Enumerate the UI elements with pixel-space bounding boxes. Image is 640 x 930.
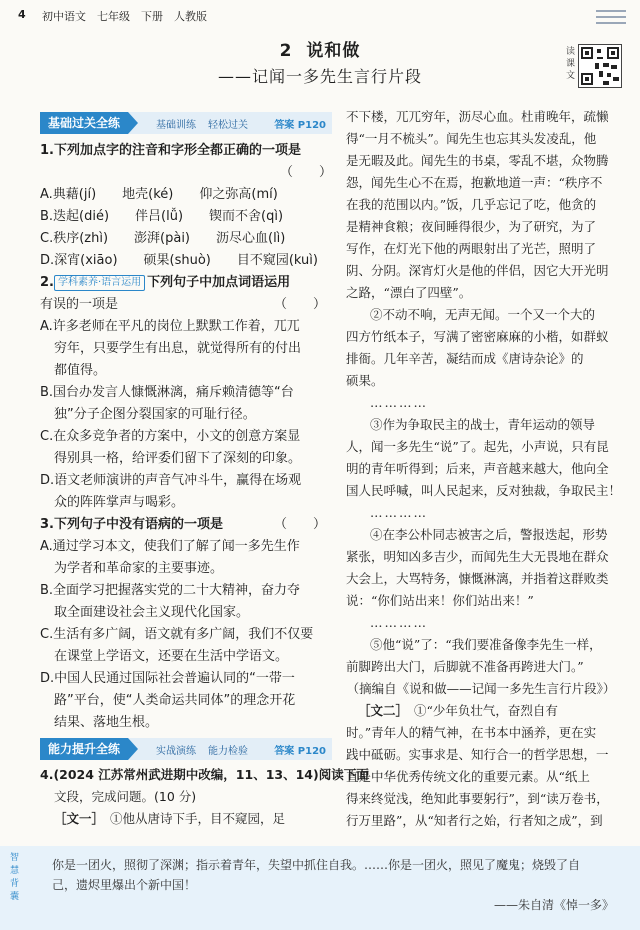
passage-line: 践中砥砺。实事求是、知行合一的哲学思想，一 [346,747,609,762]
question-3-stem: 3.下列句子中没有语病的一项是 [40,517,223,532]
section-tag: 基础过关全练 [40,112,128,134]
section-sub: 基础训练 [156,120,196,131]
lesson-subtitle: ——记闻一多先生言行片段 [217,67,422,86]
option-cont: 为学者和革命家的主要事迹。 [54,561,224,576]
option: C.在众多竞争者的方案中，小文的创意方案显 [40,429,301,444]
qr-label: 读课文 [566,47,576,81]
passage-line: ①“少年负壮气，奋烈自有 [414,703,558,718]
passage-line: 前脚跨出大门，后脚就不准备再跨进大门。” [346,659,584,674]
question-4-stem: 4.(2024 江苏常州武进期中改编，11、13、14)阅读下面 [40,767,369,782]
passage-line: 阴、分阴。深宵灯火是他的伴侣，因它大开光明 [346,263,609,278]
footer-quote-line: 你是一团火，照彻了深渊；指示着青年，失望中抓住自我。……你是一团火，照见了魔鬼；烧毁了自 [52,858,581,872]
lesson-title [0,36,640,61]
right-column [346,106,622,832]
answer-paren: （ ） [273,517,326,532]
passage-line: 大会上，大骂特务，慷慨淋漓，并指着这群败类 [346,571,609,586]
section-banner-ability [40,738,332,760]
option: B.迭起(dié) 伴吕(lǚ) 锲而不舍(qì) [40,209,284,224]
passage-line: 人，闻一多先生“说”了。起先，小声说，只有昆 [346,439,609,454]
section-sub: 能力检验 [208,746,248,757]
passage-line: 紧张，明知凶多吉少，而闻先生大无畏地在群众 [346,549,609,564]
passage-line: 行万里路”，从“知者行之始，行者知之成”，到 [346,813,603,828]
passage-line: ③作为争取民主的战士，青年运动的领导 [370,417,596,432]
option-cont: 都值得。 [54,363,107,378]
menu-icon[interactable] [596,6,626,28]
passage-line: 明的青年听得到；后来，声音越来越大，他向全 [346,461,609,476]
passage-line: 怨，闻先生心不在焉，抱歉地道一声：“秩序不 [346,175,603,190]
passage-line: ①他从唐诗下手，目不窥园，足 [110,811,286,826]
section-sub: 轻松过关 [208,120,248,131]
passage-line: 说：“你们站出来！你们站出来！” [346,593,534,608]
answer-paren: （ ） [279,165,332,180]
option: C.生活有多广阔，语文就有多广阔，我们不仅要 [40,627,314,642]
ellipsis: ………… [370,615,428,630]
option-cont: 得别具一格，给评委们留下了深刻的印象。 [54,451,302,466]
left-column-part2 [40,764,369,830]
passage-line: 得“一月不梳头”。闻先生也忘其头发凌乱，他 [346,131,597,146]
question-2-stem-cont: 有误的一项是 [40,297,119,312]
passage-line: 国人民呼喊，叫人民起来，反对独裁，争取民主！ [346,483,622,498]
passage-line: 在我的范围以内。”饭，几乎忘记了吃，他贪的 [346,197,597,212]
footer-side-label: 智慧背囊 [10,853,20,902]
lesson-number: 2 [279,41,293,61]
option-cont: 众的阵阵掌声与喝彩。 [54,495,185,510]
passage-line: 四方竹纸本子，写满了密密麻麻的小楷，如群蚁 [346,329,609,344]
text-1-label: ［文一］ [54,811,105,826]
option-cont: 穷年，只要学生有出息，就觉得所有的付出 [54,341,302,356]
ellipsis: ………… [370,505,428,520]
answer-ref[interactable]: 答案 P120 [274,746,326,757]
ellipsis: ………… [370,395,428,410]
option: A.许多老师在平凡的岗位上默默工作着，兀兀 [40,319,300,334]
footer-attribution: ——朱自清《悼一多》 [493,898,614,912]
passage-line: 硕果。 [346,373,384,388]
option: D.语文老师演讲的声音气冲斗牛，赢得在场观 [40,473,302,488]
answer-paren: （ ） [273,297,326,312]
source-note: （摘编自《说和做——记闻一多先生言行片段》） [346,681,616,696]
section-sub: 实战演练 [156,746,196,757]
option: D.深宵(xiāo) 硕果(shuò) 目不窥园(kuì) [40,253,318,268]
option: B.全面学习把握落实党的二十大精神，奋力夺 [40,583,301,598]
skill-tag: 学科素养·语言运用 [54,275,145,291]
option: B.国台办发言人慷慨淋漓，痛斥赖清德等“台 [40,385,294,400]
passage-line: 不下楼，兀兀穷年，沥尽心血。杜甫晚年，疏懒 [346,109,609,124]
section-tag: 能力提升全练 [40,738,128,760]
option: A.典藉(jí) 地壳(ké) 仰之弥高(mí) [40,187,278,202]
option: D.中国人民通过国际社会普遍认同的“一带一 [40,671,295,686]
passage-line: 时。”青年人的精气神，在书本中涵养，更在实 [346,725,597,740]
option-cont: 独”分子企图分裂国家的可耻行径。 [54,407,256,422]
lesson-name: 说和做 [306,41,361,61]
passage-line: 是精神食粮；夜间睡得很少，为了研究，为了 [346,219,597,234]
passage-line: ④在李公朴同志被害之后，警报迭起，形势 [370,527,608,542]
footer-quote-line: 己，遗烬里爆出个新中国！ [52,878,197,892]
answer-ref[interactable]: 答案 P120 [274,120,326,131]
passage-line: 得来终觉浅，绝知此事要躬行”，到“读万卷书， [346,791,609,806]
option: C.秩序(zhì) 澎湃(pài) 沥尽心血(lì) [40,231,286,246]
text-2-label: ［文二］ [358,703,409,718]
passage-line: ②不动不响，无声无闻。一个又一个大的 [370,307,596,322]
option-cont: 在课堂上学语文，还要在生活中学语文。 [54,649,289,664]
page-number: 4 [18,8,26,21]
question-4-stem-cont: 文段，完成问题。(10 分) [54,789,197,804]
question-2-stem: 下列句子中加点词语运用 [147,275,291,290]
passage-line: 之路，“漂白了四壁”。 [346,285,472,300]
option-cont: 取全面建设社会主义现代化国家。 [54,605,250,620]
qr-code-icon[interactable] [578,44,622,88]
passage-line: 是无暇及此。闻先生的书桌，零乱不堪，众物腾 [346,153,609,168]
passage-line: ⑤他“说”了：“我们要准备像李先生一样， [370,637,602,652]
option: A.通过学习本文，使我们了解了闻一多先生作 [40,539,300,554]
option-cont: 结果、落地生根。 [54,715,159,730]
passage-line: 直是中华优秀传统文化的重要元素。从“纸上 [346,769,590,784]
breadcrumb: 初中语文 七年级 下册 人教版 [42,10,207,23]
section-banner-basic [40,112,332,134]
option-cont: 路”平台，使“人类命运共同体”的理念开花 [54,693,296,708]
passage-line: 排衙。几年辛苦，凝结而成《唐诗杂论》的 [346,351,584,366]
passage-line: 写作，在灯光下他的两眼射出了光芒，照明了 [346,241,597,256]
left-column-part1: 1.下列加点字的注音和字形全都正确的一项是 （ ） A.典藉(jí) 地壳(ké) 仰之弥高(mí) B.迭起(dié) 伴吕(lǚ) 锲而不舍(qì) C.秩序(zhì) 澎湃(pài) 沥尽心血(lì) D.深宵(xiāo) 硕果(shuò) 目不窥园(kuì) 2. 学科素养·语言运用 下列句子中加点词语运用 有误的一项是 （ ） A.许多老师在平凡的岗位上默默工作着，兀兀 穷年，只要学生有出息，就觉得所有的付出 都值得。 B.国台办发言人慷慨淋漓，痛斥赖清德等“台 独”分子企图分裂国家的可耻行径。 C.在众多竞争者的方案中，小文的创意方案显 得别具一格，给评委们留下了深刻的印象。 D.语文老师演讲的声音气冲斗牛，赢得在场观 众的阵阵掌声与喝彩。 3.下列句子中没有语病的一项是 （ ） A.通过学习本文，使我们了解了闻一多先生作 为学者和革命家的主要事迹。 B.全面学习把握落实党的二十大精神，奋力夺 取全面建设社会主义现代化国家。 C.生活有多广阔，语文就有多广阔，我们不仅要 在课堂上学语文，还要在生活中学语文。 D.中国人民通过国际社会普遍认同的“一带一 路”平台，使“人类命运共同体”的理念开花 结果、落地生根。 [40,140,332,734]
question-1-stem: 1.下列加点字的注音和字形全都正确的一项是 [40,143,301,158]
